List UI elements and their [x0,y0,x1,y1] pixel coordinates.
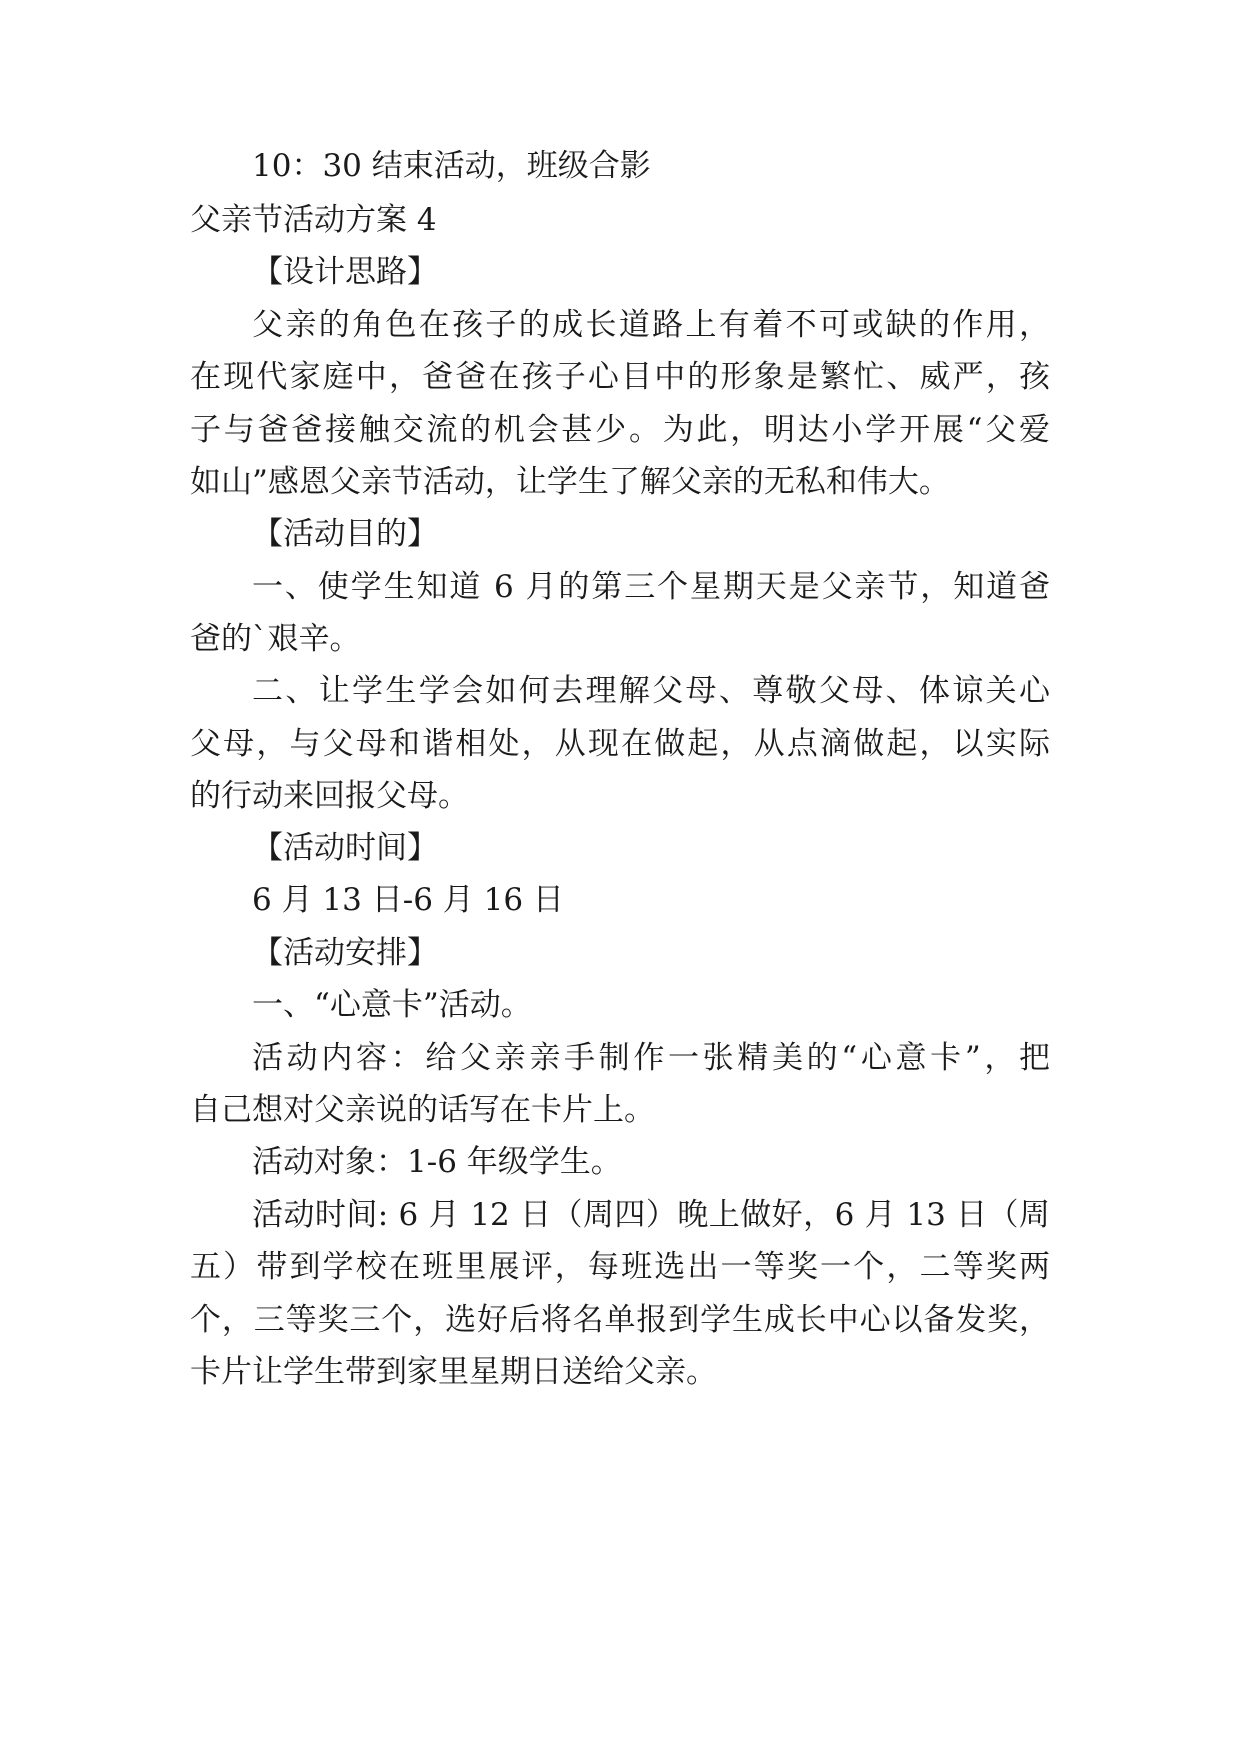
paragraph-line: 如山”感恩父亲节活动，让学生了解父亲的无私和伟大。 [190,464,950,500]
paragraph-line: 活动内容：给父亲亲手制作一张精美的“心意卡”，把 [252,1040,1050,1076]
section-title: 父亲节活动方案 4 [190,202,437,238]
paragraph-line: 个，三等奖三个，选好后将名单报到学生成长中心以备发奖， [190,1302,1050,1338]
text-line: 10：30 结束活动，班级合影 [252,148,651,184]
text-line: 6 月 13 日-6 月 16 日 [252,882,564,918]
paragraph-line: 活动时间: 6 月 12 日（周四）晚上做好，6 月 13 日（周 [252,1197,1050,1233]
paragraph-line: 爸的`艰辛。 [190,621,361,657]
paragraph-line: 卡片让学生带到家里星期日送给父亲。 [190,1354,717,1390]
paragraph-line: 在现代家庭中，爸爸在孩子心目中的形象是繁忙、威严，孩 [190,359,1050,395]
paragraph-line: 五）带到学校在班里展评，每班选出一等奖一个，二等奖两 [190,1249,1050,1285]
section-heading: 【活动目的】 [252,516,438,552]
paragraph-line: 一、使学生知道 6 月的第三个星期天是父亲节，知道爸 [252,569,1050,605]
paragraph-line: 父亲的角色在孩子的成长道路上有着不可或缺的作用， [252,307,1050,343]
text-line: 活动对象：1-6 年级学生。 [252,1144,622,1180]
section-heading: 【活动时间】 [252,830,438,866]
paragraph-line: 的行动来回报父母。 [190,778,469,814]
paragraph-line: 父母，与父母和谐相处，从现在做起，从点滴做起，以实际 [190,726,1050,762]
paragraph-line: 二、让学生学会如何去理解父母、尊敬父母、体谅关心 [252,673,1050,709]
paragraph-line: 自己想对父亲说的话写在卡片上。 [190,1092,655,1128]
section-heading: 【设计思路】 [252,254,438,290]
paragraph-line: 子与爸爸接触交流的机会甚少。为此，明达小学开展“父爱 [190,412,1050,448]
text-line: 一、“心意卡”活动。 [252,987,532,1023]
section-heading: 【活动安排】 [252,935,438,971]
